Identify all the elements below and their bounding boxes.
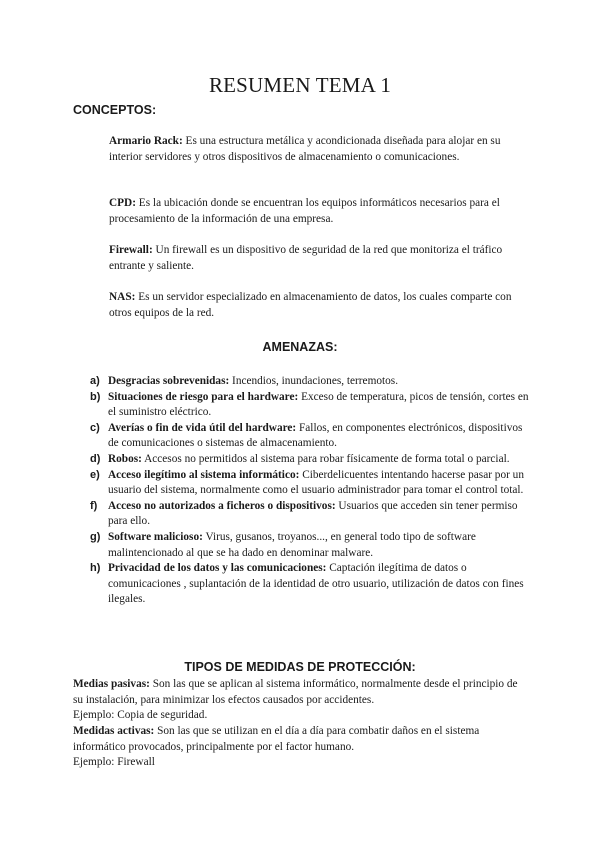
medidas-text: Son las que se utilizan en el día a día para combatir daños en el sistema informático provocados, principalmente por el factor humano. [73, 725, 480, 753]
medidas-term: Medias pasivas: [73, 678, 150, 690]
threat-text: Exceso de temperatura, picos de tensión, cortes en el suministro eléctrico. [108, 390, 529, 419]
threat-item [90, 390, 530, 421]
concept-term: NAS: [109, 291, 136, 303]
medidas-example: Ejemplo: Copia de seguridad. [73, 709, 208, 722]
list-marker: d) [90, 452, 101, 465]
threat-term: Acceso no autorizados a ficheros o dispositivos: [108, 499, 336, 512]
threats-list [90, 374, 530, 608]
concept-firewall [109, 243, 529, 274]
concept-text: Es una estructura metálica y acondicionada diseñada para alojar en su interior servidores y otros dispositivos de almacenamiento o comunicaciones. [109, 135, 501, 163]
amenazas-heading: AMENAZAS: [262, 340, 338, 354]
threat-term: Robos: [108, 452, 142, 465]
medidas-activas [73, 724, 528, 771]
medidas-example: Ejemplo: Firewall [73, 756, 155, 769]
threat-term: Situaciones de riesgo para el hardware: [108, 390, 299, 403]
concept-nas [109, 290, 529, 321]
list-marker: b) [90, 390, 101, 403]
threat-item [90, 468, 530, 499]
concept-cpd [109, 196, 529, 227]
medidas-pasivas [73, 677, 528, 724]
list-marker: c) [90, 421, 100, 434]
threat-item [90, 499, 530, 530]
threat-term: Acceso ilegítimo al sistema informático: [108, 468, 300, 481]
concept-armario-rack [109, 134, 529, 165]
threat-text: Usuarios que acceden sin tener permiso para ello. [108, 499, 518, 528]
threat-text: Ciberdelicuentes intentando hacerse pasar por un usuario del sistema, normalmente como el usuario administrador para tomar el control total. [108, 468, 524, 497]
medidas-text: Son las que se aplican al sistema informático, normalmente desde el principio de su instalación, para minimizar los efectos causados por accidentes. [73, 678, 518, 706]
list-marker: h) [90, 562, 101, 575]
threat-item [90, 561, 530, 608]
concept-term: CPD: [109, 197, 136, 209]
threat-text: Incendios, inundaciones, terremotos. [229, 375, 399, 387]
list-marker: e) [90, 468, 100, 481]
threat-text: Virus, gusanos, troyanos..., en general todo tipo de software malintencionado al que se ha dado en denominar malware. [108, 530, 476, 559]
threat-term: Desgracias sobrevenidas: [108, 375, 230, 387]
concept-term: Firewall: [109, 244, 153, 256]
list-marker: g) [90, 530, 101, 543]
threat-text: Accesos no permitidos al sistema para robar físicamente de forma total o parcial. [141, 452, 510, 465]
threat-text: Fallos, en componentes electrónicos, dispositivos de comunicaciones o sistemas de almacenamiento. [108, 421, 523, 450]
threat-item [90, 421, 530, 452]
threat-item [90, 452, 530, 468]
concept-text: Es un servidor especializado en almacenamiento de datos, los cuales comparte con otros equipos de la red. [109, 291, 512, 319]
threat-item [90, 530, 530, 561]
threat-text: Captación ilegítima de datos o comunicaciones , suplantación de la identidad de otro usuario, utilización de datos con fines ilegales. [108, 562, 524, 606]
list-marker: f) [90, 499, 98, 512]
medidas-term: Medidas activas: [73, 725, 155, 737]
document-title: RESUMEN TEMA 1 [208, 73, 392, 97]
concept-text: Es la ubicación donde se encuentran los equipos informáticos necesarios para el procesamiento de la información de una empresa. [109, 197, 500, 225]
threat-term: Averías o fin de vida útil del hardware: [108, 421, 297, 434]
threat-term: Privacidad de los datos y las comunicaciones: [108, 562, 327, 575]
concept-term: Armario Rack: [109, 135, 183, 147]
threat-item [90, 374, 530, 390]
medidas-heading: TIPOS DE MEDIDAS DE PROTECCIÓN: [184, 660, 416, 674]
list-marker: a) [90, 375, 100, 387]
conceptos-heading: CONCEPTOS: [73, 103, 157, 117]
concept-text: Un firewall es un dispositivo de seguridad de la red que monitoriza el tráfico entrante y saliente. [109, 244, 503, 272]
threat-term: Software malicioso: [108, 530, 203, 543]
